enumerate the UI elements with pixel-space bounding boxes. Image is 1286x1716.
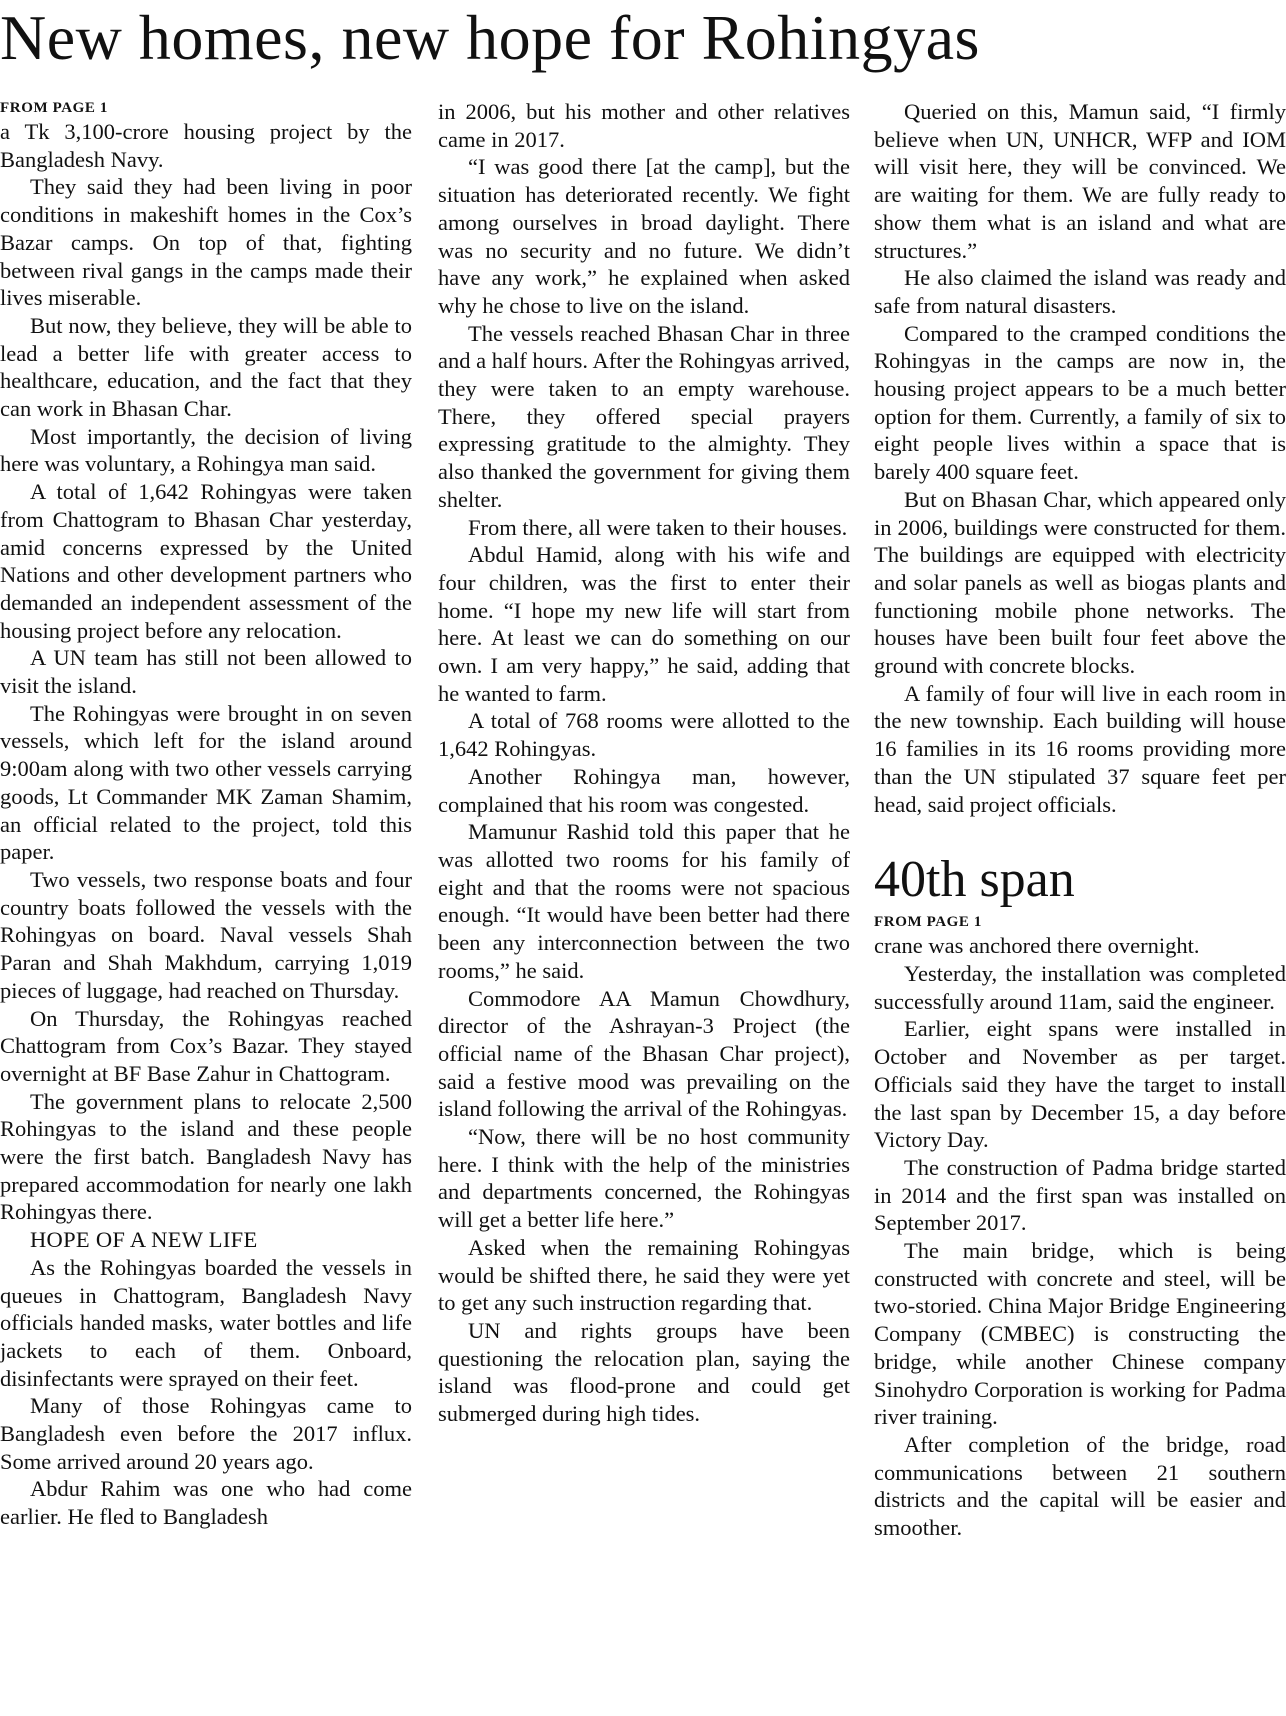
paragraph: A family of four will live in each room in the new township. Each building will house 16 families in its 16 rooms providing more than the UN stipulated 37 square feet per head, said project officials.	[874, 680, 1286, 817]
column-3	[874, 98, 1286, 1710]
paragraph: As the Rohingyas boarded the vessels in queues in Chattogram, Bangladesh Navy officials handed masks, water bottles and life jackets to each of them. Onboard, disinfectants were sprayed on their feet.	[0, 1254, 412, 1391]
paragraph: Many of those Rohingyas came to Bangladesh even before the 2017 influx. Some arrived around 20 years ago.	[0, 1393, 412, 1474]
paragraph: Commodore AA Mamun Chowdhury, director of the Ashrayan-3 Project (the official name of the Bhasan Char project), said a festive mood was prevailing on the island following the arrival of the Rohingyas.	[438, 985, 850, 1122]
paragraph: The construction of Padma bridge started in 2014 and the first span was installed on September 2017.	[874, 1154, 1286, 1236]
paragraph: A UN team has still not been allowed to visit the island.	[0, 645, 412, 699]
paragraph: UN and rights groups have been questioning the relocation plan, saying the island was flood-prone and could get submerged during high tides.	[438, 1317, 850, 1427]
paragraph: Queried on this, Mamun said, “I firmly believe when UN, UNHCR, WFP and IOM will visit here, they will be convinced. We are waiting for them. We are fully ready to show them what is an island and what are structures.”	[874, 99, 1286, 263]
paragraph: Abdul Hamid, along with his wife and four children, was the first to enter their home. “I hope my new life will start from here. At least we can do something on our own. I am very happy,” he said, adding that he wanted to farm.	[438, 542, 850, 706]
paragraph: On Thursday, the Rohingyas reached Chattogram from Cox’s Bazar. They stayed overnight at BF Base Zahur in Chattogram.	[0, 1005, 412, 1086]
paragraph: A total of 1,642 Rohingyas were taken from Chattogram to Bhasan Char yesterday, amid concerns expressed by the United Nations and other development partners who demanded an independent assessment of the housing project before any relocation.	[0, 479, 412, 643]
paragraph: The government plans to relocate 2,500 Rohingyas to the island and these people were the first batch. Bangladesh Navy has prepared accommodation for nearly one lakh Rohingyas there.	[0, 1088, 412, 1225]
column-2	[438, 98, 850, 1710]
paragraph: Mamunur Rashid told this paper that he was allotted two rooms for his family of eight and that the rooms were not spacious enough. “It would have been better had there been any interconnection between the two rooms,” he said.	[438, 819, 850, 983]
paragraph: They said they had been living in poor conditions in makeshift homes in the Cox’s Bazar camps. On top of that, fighting between rival gangs in the camps made their lives miserable.	[0, 174, 412, 311]
article-headline: New homes, new hope for Rohingyas	[0, 2, 980, 73]
paragraph: After completion of the bridge, road communications between 21 southern districts and the capital will be easier and smoother.	[874, 1431, 1286, 1541]
paragraph: From there, all were taken to their houses.	[468, 514, 848, 540]
column-1	[0, 98, 412, 1710]
paragraph: Yesterday, the installation was completed successfully around 11am, said the engineer.	[874, 960, 1286, 1014]
paragraph: “I was good there [at the camp], but the situation has deteriorated recently. We fight among ourselves in broad daylight. There was no security and no future. We didn’t have any work,” he explained when asked why he chose to live on the island.	[438, 154, 850, 318]
paragraph: But on Bhasan Char, which appeared only in 2006, buildings were constructed for them. The buildings are equipped with electricity and solar panels as well as biogas plants and functioning mobile phone networks. The houses have been built four feet above the ground with concrete blocks.	[874, 486, 1286, 679]
paragraph: Asked when the remaining Rohingyas would be shifted there, he said they were yet to get any such instruction regarding that.	[438, 1234, 850, 1316]
paragraph: But now, they believe, they will be able to lead a better life with greater access to healthcare, education, and the fact that they can work in Bhasan Char.	[0, 312, 412, 422]
paragraph: “Now, there will be no host community here. I think with the help of the ministries and departments concerned, the Rohingyas will get a better life here.”	[438, 1124, 850, 1233]
second-article-kicker: FROM PAGE 1	[874, 914, 982, 931]
paragraph: He also claimed the island was ready and safe from natural disasters.	[874, 265, 1286, 318]
paragraph: a Tk 3,100-crore housing project by the Bangladesh Navy.	[0, 119, 412, 172]
paragraph: The vessels reached Bhasan Char in three and a half hours. After the Rohingyas arrived, they were taken to an empty warehouse. There, they offered special prayers expressing gratitude to the almighty. They also thanked the government for giving them shelter.	[438, 320, 850, 512]
paragraph: A total of 768 rooms were allotted to the 1,642 Rohingyas.	[438, 708, 850, 762]
paragraph: The main bridge, which is being constructed with concrete and steel, will be two-storied. China Major Bridge Engineering Company (CMBEC) is constructing the bridge, while another Chinese company Sinohydro Corporation is working for Padma river training.	[874, 1238, 1286, 1430]
paragraph: in 2006, but his mother and other relatives came in 2017.	[438, 99, 850, 152]
second-article-headline: 40th span	[874, 851, 1075, 909]
paragraph: The Rohingyas were brought in on seven vessels, which left for the island around 9:00am along with two other vessels carrying goods, Lt Commander MK Zaman Shamim, an official related to the project, told this paper.	[0, 700, 412, 865]
paragraph: Earlier, eight spans were installed in October and November as per target. Officials said they have the target to install the last span by December 15, a day before Victory Day.	[874, 1016, 1286, 1153]
paragraph: Two vessels, two response boats and four country boats followed the vessels with the Rohingyas on board. Naval vessels Shah Paran and Shah Makhdum, carrying 1,019 pieces of luggage, had reached on Thursday.	[0, 866, 412, 1003]
paragraph: Abdur Rahim was one who had come earlier. He fled to Bangladesh	[0, 1476, 412, 1530]
paragraph: Most importantly, the decision of living here was voluntary, a Rohingya man said.	[0, 423, 412, 477]
article-subhead: HOPE OF A NEW LIFE	[30, 1227, 258, 1253]
paragraph: crane was anchored there overnight.	[874, 933, 1200, 959]
article-kicker: FROM PAGE 1	[0, 100, 108, 116]
paragraph: Compared to the cramped conditions the Rohingyas in the camps are now in, the housing project appears to be a much better option for them. Currently, a family of six to eight people lives within a space that is barely 400 square feet.	[874, 320, 1286, 485]
paragraph: Another Rohingya man, however, complained that his room was congested.	[438, 763, 850, 817]
